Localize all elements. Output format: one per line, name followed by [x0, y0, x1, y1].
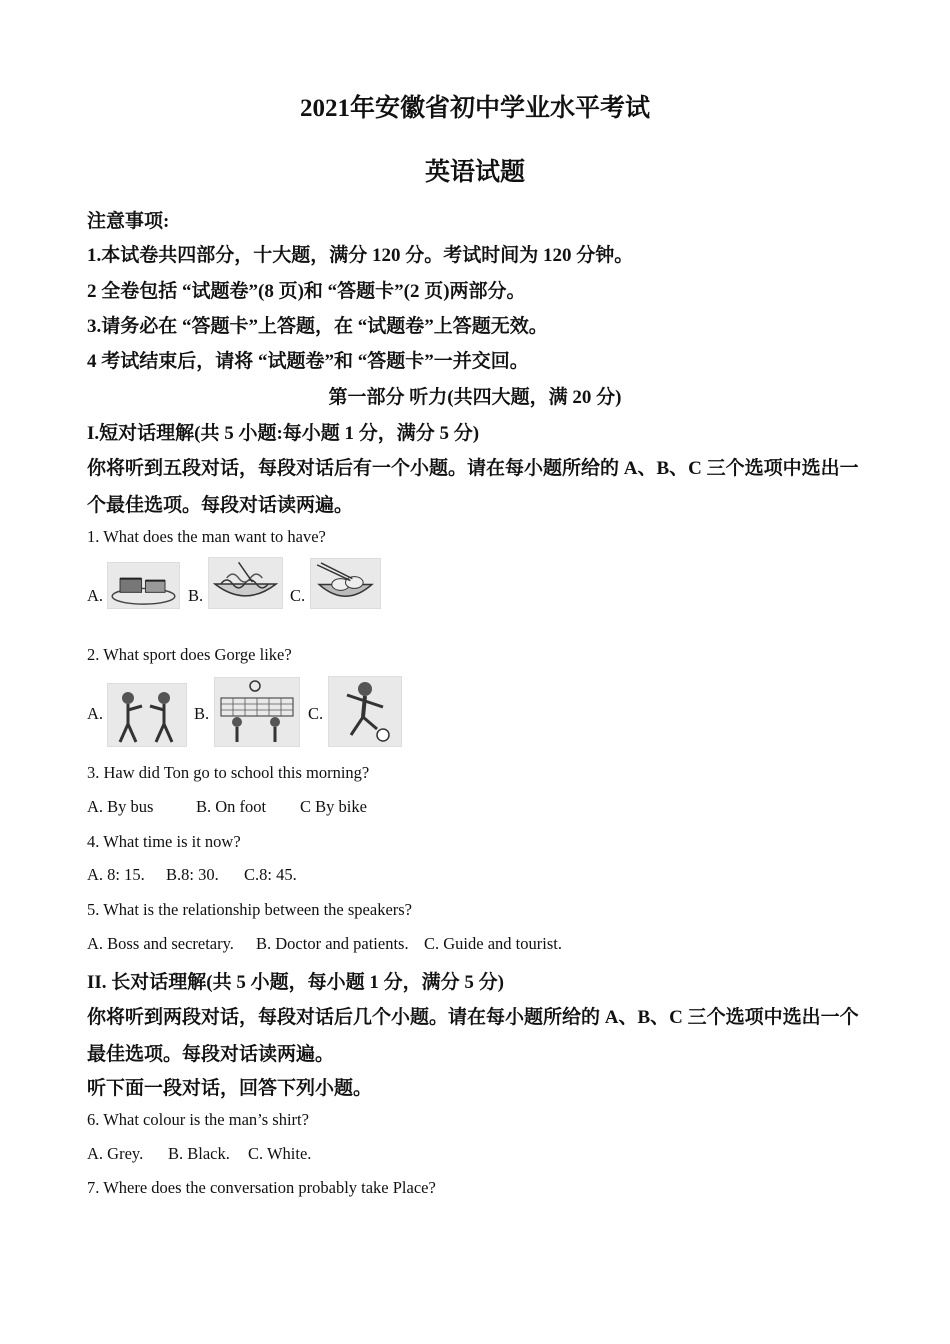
q3-option-a: A. By bus	[87, 797, 154, 816]
question-3: 3. Haw did Ton go to school this morning?	[87, 763, 370, 782]
q6-option-a: A. Grey.	[87, 1144, 144, 1163]
q1-label-a: A.	[87, 586, 104, 605]
listen-heading: 听下面一段对话，回答下列小题。	[87, 1078, 373, 1099]
question-5: 5. What is the relationship between the speakers?	[87, 900, 413, 919]
notice-item-2: 2 全卷包括 “试题卷”(8 页)和 “答题卡”(2 页)两部分。	[87, 281, 526, 302]
q6-option-b: B. Black.	[168, 1144, 230, 1163]
dumplings-image	[310, 558, 381, 609]
q2-label-c: C.	[308, 704, 324, 723]
q5-option-a: A. Boss and secretary.	[87, 934, 234, 953]
section1-instruction-2: 个最佳选项。每段对话读两遍。	[87, 495, 354, 516]
q2-label-a: A.	[87, 704, 104, 723]
exam-title: 2021年安徽省初中学业水平考试	[299, 95, 650, 122]
q4-option-a: A. 8: 15.	[87, 865, 145, 884]
noodles-image	[208, 557, 283, 609]
q4-option-c: C.8: 45.	[244, 865, 297, 884]
question-1: 1. What does the man want to have?	[87, 527, 326, 546]
cake-image	[107, 562, 180, 609]
boxing-image	[107, 683, 187, 747]
q6-option-c: C. White.	[248, 1144, 312, 1163]
q5-option-b: B. Doctor and patients.	[256, 934, 409, 953]
question-2: 2. What sport does Gorge like?	[87, 645, 292, 664]
section2-heading: II. 长对话理解(共 5 小题，每小题 1 分，满分 5 分)	[87, 972, 504, 993]
question-7: 7. Where does the conversation probably take Place?	[87, 1178, 436, 1197]
question-6: 6. What colour is the man’s shirt?	[87, 1110, 309, 1129]
q2-label-b: B.	[194, 704, 210, 723]
question-4: 4. What time is it now?	[87, 832, 241, 851]
section1-instruction-1: 你将听到五段对话，每段对话后有一个小题。请在每小题所给的 A、B、C 三个选项中选出一	[87, 458, 859, 479]
q3-option-c: C By bike	[300, 797, 367, 816]
q5-option-c: C. Guide and tourist.	[424, 934, 562, 953]
notice-item-4: 4 考试结束后，请将 “试题卷”和 “答题卡”一并交回。	[87, 351, 529, 372]
q1-label-b: B.	[188, 586, 204, 605]
notice-heading: 注意事项:	[87, 211, 170, 232]
notice-item-3: 3.请务必在 “答题卡”上答题，在 “试题卷”上答题无效。	[87, 316, 548, 337]
q3-option-b: B. On foot	[196, 797, 267, 816]
volleyball-image	[214, 677, 300, 747]
part1-heading: 第一部分 听力(共四大题，满 20 分)	[328, 387, 622, 408]
exam-subtitle: 英语试题	[424, 159, 525, 186]
section2-instruction-1: 你将听到两段对话，每段对话后几个小题。请在每小题所给的 A、B、C 三个选项中选出一个	[87, 1007, 859, 1028]
q1-label-c: C.	[290, 586, 306, 605]
notice-item-1: 1.本试卷共四部分，十大题，满分 120 分。考试时间为 120 分钟。	[87, 245, 634, 266]
section2-instruction-2: 最佳选项。每段对话读两遍。	[87, 1044, 335, 1065]
soccer-image	[328, 676, 402, 747]
section1-heading: I.短对话理解(共 5 小题:每小题 1 分，满分 5 分)	[87, 423, 480, 444]
q4-option-b: B.8: 30.	[166, 865, 219, 884]
